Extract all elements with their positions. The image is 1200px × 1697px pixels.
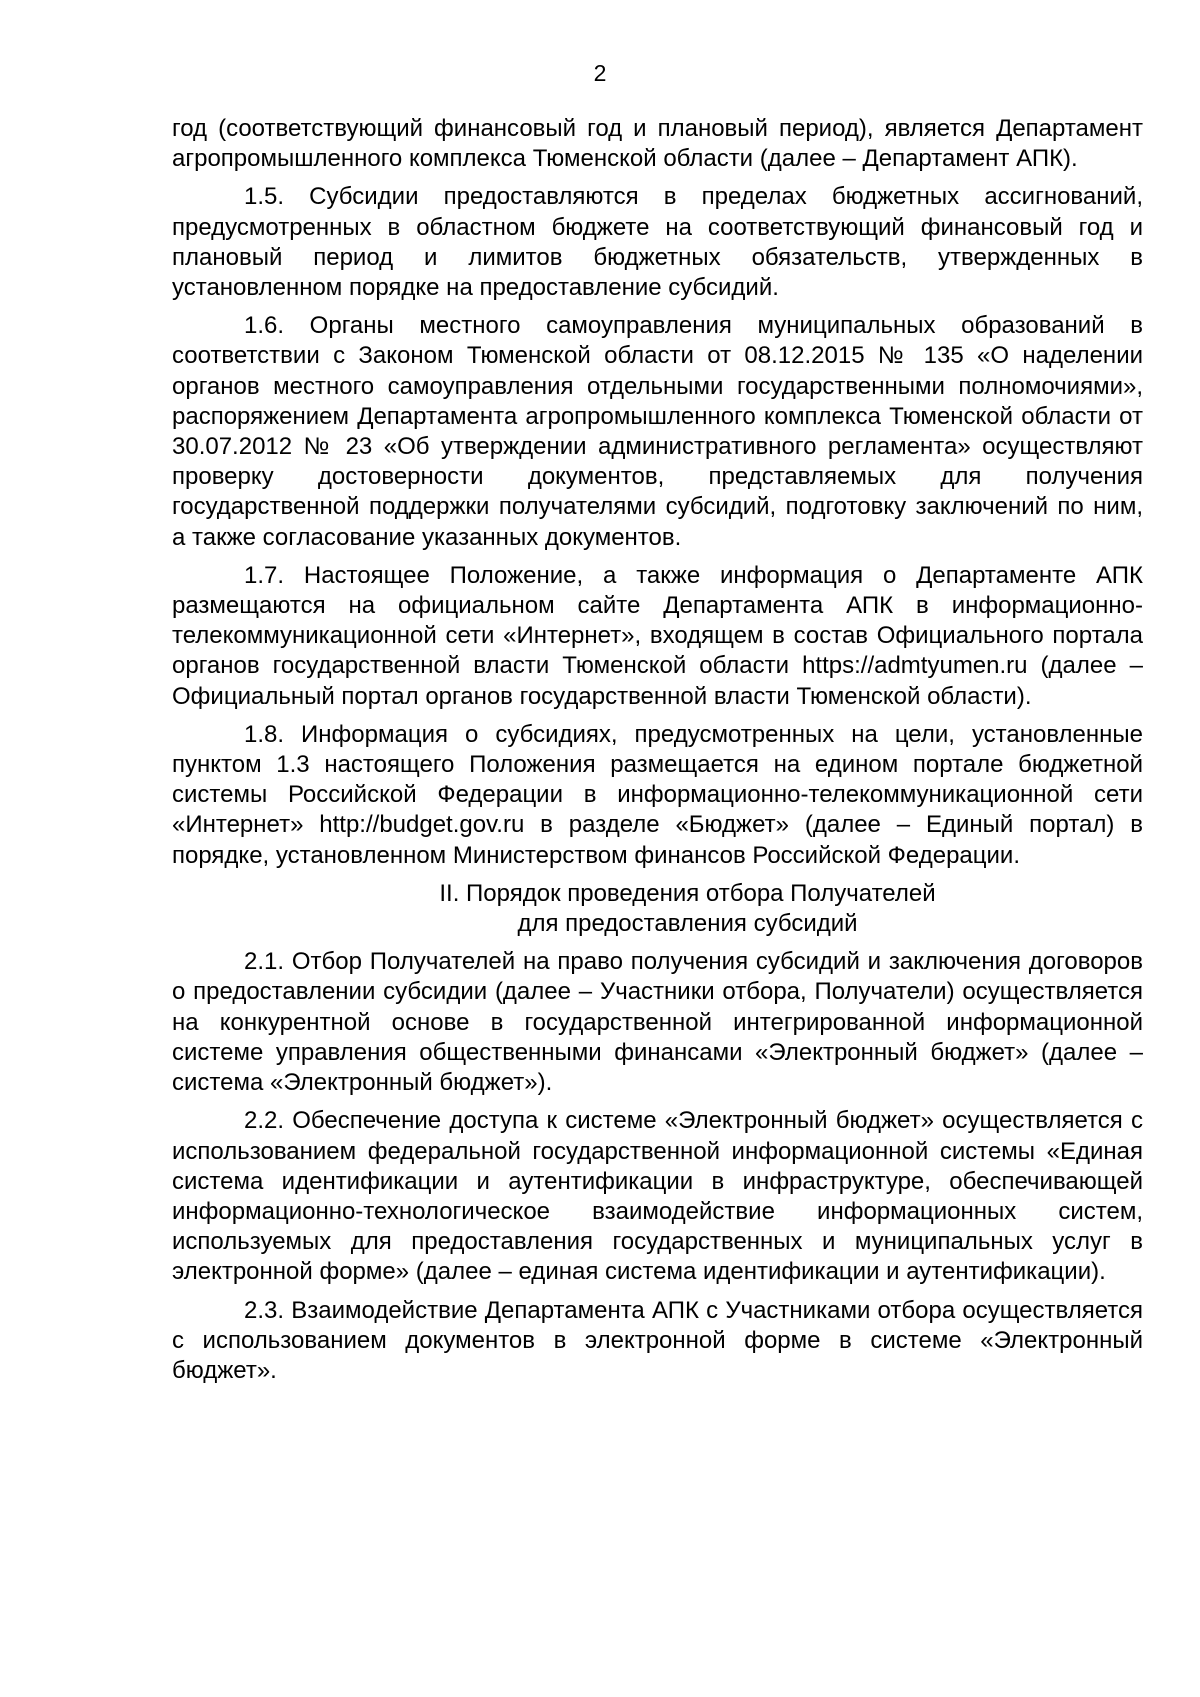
document-body [172, 114, 1143, 1394]
paragraph-1-6: 1.6. Органы местного самоуправления муниципальных образований в соответствии с Законом Тюменской области от 08.12.2015 № 135 «О наделении органов местного самоуправления отдельными государственными полномочиями», распоряжением Департамента агропромышленного комплекса Тюменской области от 30.07.2012 № 23 «Об утверждении административного регламента» осуществляют проверку достоверности документов, представляемых для получения государственной поддержки получателями субсидий, подготовку заключений по ним, а также согласование указанных документов. [172, 312, 1143, 551]
paragraph-2-2: 2.2. Обеспечение доступа к системе «Электронный бюджет» осуществляется с использованием федеральной государственной информационной системы «Единая система идентификации и аутентификации в инфраструктуре, обеспечивающей информационно-технологическое взаимодействие информационных систем, используемых для предоставления государственных и муниципальных услуг в электронной форме» (далее – единая система идентификации и аутентификации). [172, 1107, 1143, 1286]
section-2-heading-line-1: II. Порядок проведения отбора Получателей [439, 879, 936, 907]
section-2-heading-line-2: для предоставления субсидий [517, 910, 858, 938]
paragraph-2-1: 2.1. Отбор Получателей на право получения субсидий и заключения договоров о предоставлении субсидии (далее – Участники отбора, Получатели) осуществляется на конкурентной основе в государственной интегрированной информационной системе управления общественными финансами «Электронный бюджет» (далее – система «Электронный бюджет»). [172, 948, 1143, 1097]
paragraph-continuation: год (соответствующий финансовый год и плановый период), является Департамент агропромышленного комплекса Тюменской области (далее – Департамент АПК). [172, 115, 1143, 173]
paragraph-1-5: 1.5. Субсидии предоставляются в пределах бюджетных ассигнований, предусмотренных в областном бюджете на соответствующий финансовый год и плановый период и лимитов бюджетных обязательств, утвержденных в установленном порядке на предоставление субсидий. [172, 183, 1143, 302]
paragraph-1-8: 1.8. Информация о субсидиях, предусмотренных на цели, установленные пунктом 1.3 настоящего Положения размещается на едином портале бюджетной системы Российской Федерации в информационно-телекоммуникационной сети «Интернет» http://budget.gov.ru в разделе «Бюджет» (далее – Единый портал) в порядке, установленном Министерством финансов Российской Федерации. [172, 720, 1143, 869]
paragraph-1-7: 1.7. Настоящее Положение, а также информация о Департаменте АПК размещаются на официальном сайте Департамента АПК в информационно-телекоммуникационной сети «Интернет», входящем в состав Официального портала органов государственной власти Тюменской области https://admtyumen.ru (далее – Официальный портал органов государственной власти Тюменской области). [172, 561, 1143, 710]
section-2-heading [172, 879, 1143, 939]
paragraph-2-3: 2.3. Взаимодействие Департамента АПК с Участниками отбора осуществляется с использованием документов в электронной форме в системе «Электронный бюджет». [172, 1296, 1143, 1384]
page-number: 2 [593, 60, 607, 86]
